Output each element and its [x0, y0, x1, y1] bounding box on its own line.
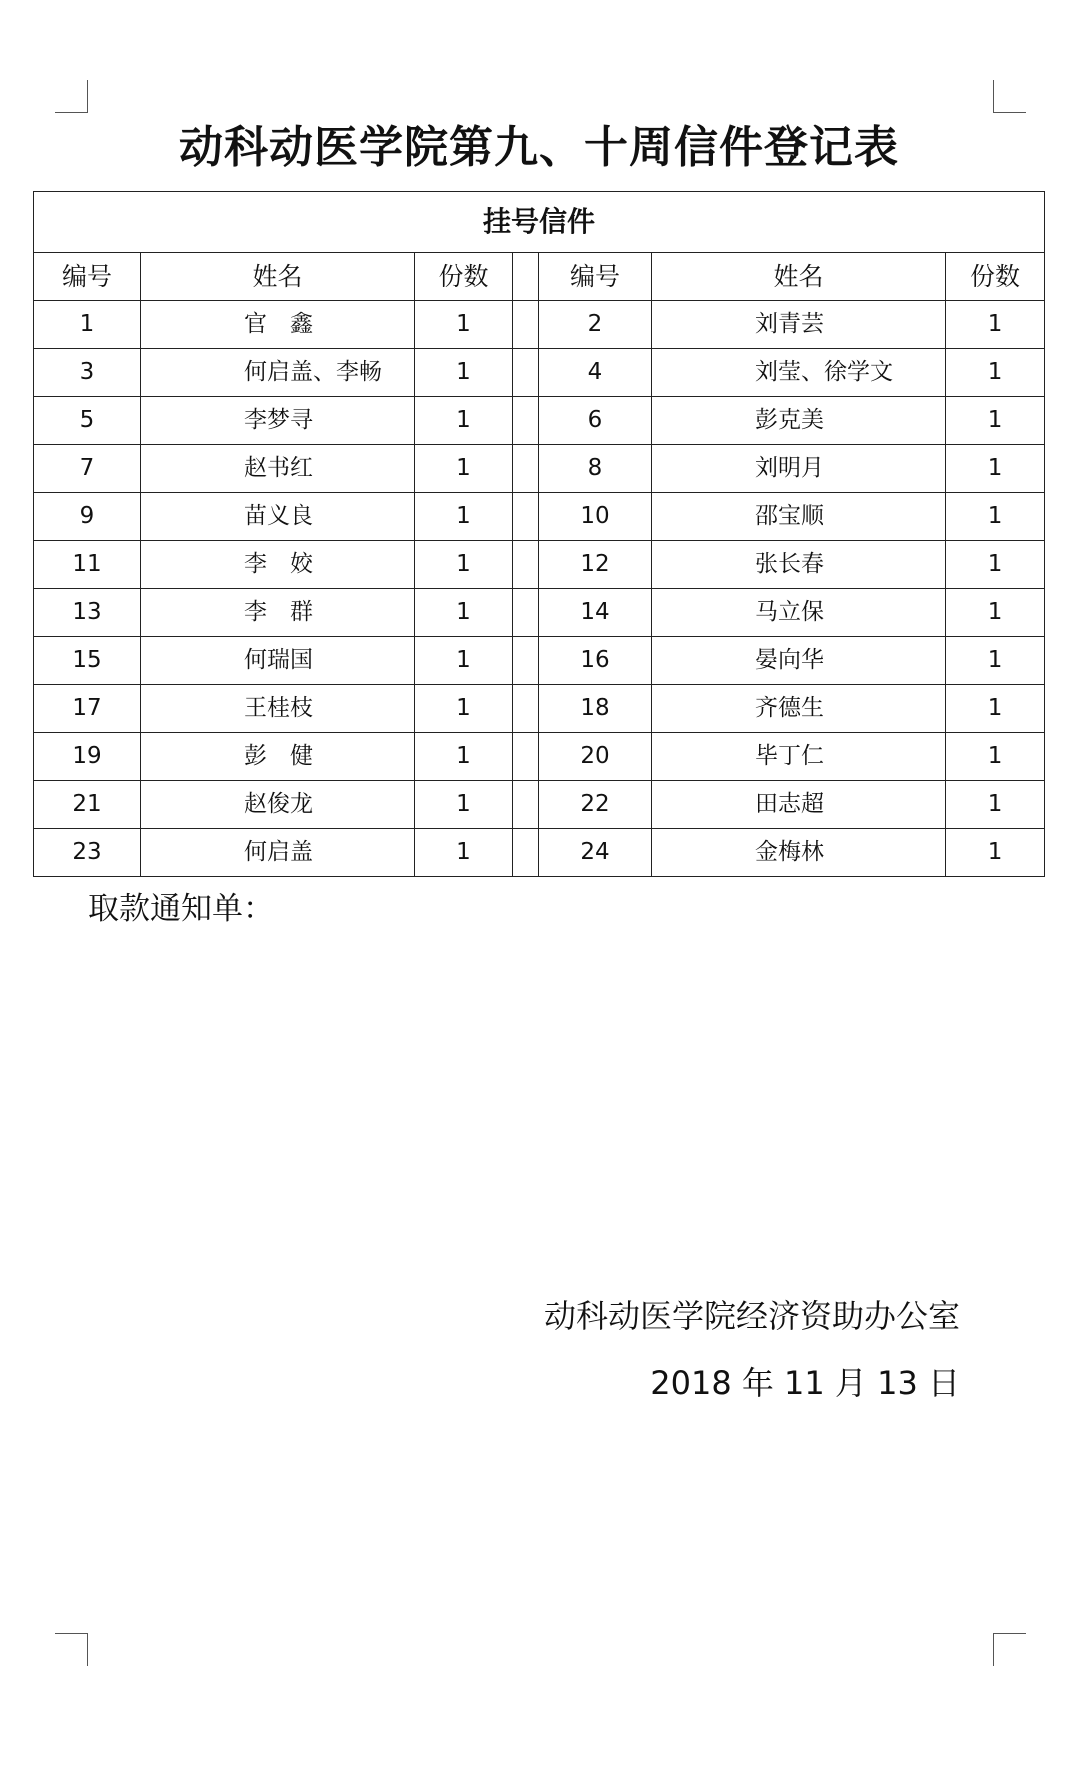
entry-number-right: 20 — [539, 733, 652, 781]
copy-count-left: 1 — [415, 733, 513, 781]
column-spacer — [513, 445, 539, 493]
copy-count-left: 1 — [415, 685, 513, 733]
column-spacer — [513, 589, 539, 637]
entry-number-left: 21 — [34, 781, 141, 829]
table-row — [34, 301, 1045, 349]
copy-count-right: 1 — [946, 829, 1045, 877]
recipient-name-left: 赵书红 — [141, 445, 415, 493]
recipient-name-right: 齐德生 — [652, 685, 946, 733]
entry-number-left: 23 — [34, 829, 141, 877]
entry-number-right: 18 — [539, 685, 652, 733]
section-title: 挂号信件 — [34, 192, 1045, 253]
recipient-name-left: 王桂枝 — [141, 685, 415, 733]
table-row — [34, 541, 1045, 589]
entry-number-right: 8 — [539, 445, 652, 493]
column-spacer — [513, 493, 539, 541]
column-spacer — [513, 397, 539, 445]
issuing-office: 动科动医学院经济资助办公室 — [543, 1297, 960, 1335]
recipient-name-right: 刘莹、徐学文 — [652, 349, 946, 397]
copy-count-left: 1 — [415, 781, 513, 829]
recipient-name-right: 晏向华 — [652, 637, 946, 685]
recipient-name-left: 何瑞国 — [141, 637, 415, 685]
header-number-left: 编号 — [34, 253, 141, 301]
copy-count-right: 1 — [946, 685, 1045, 733]
entry-number-right: 12 — [539, 541, 652, 589]
column-spacer — [513, 781, 539, 829]
recipient-name-right: 田志超 — [652, 781, 946, 829]
recipient-name-right: 刘明月 — [652, 445, 946, 493]
entry-number-right: 10 — [539, 493, 652, 541]
copy-count-right: 1 — [946, 637, 1045, 685]
table-row — [34, 493, 1045, 541]
table-row — [34, 733, 1045, 781]
header-name-left: 姓名 — [141, 253, 415, 301]
column-spacer — [513, 301, 539, 349]
section-header-row — [34, 192, 1045, 253]
entry-number-right: 6 — [539, 397, 652, 445]
copy-count-left: 1 — [415, 349, 513, 397]
recipient-name-right: 刘青芸 — [652, 301, 946, 349]
table-row — [34, 349, 1045, 397]
column-spacer — [513, 829, 539, 877]
copy-count-right: 1 — [946, 541, 1045, 589]
crop-mark-bottom-left — [55, 1633, 88, 1666]
entry-number-left: 3 — [34, 349, 141, 397]
recipient-name-left: 李 群 — [141, 589, 415, 637]
table-row — [34, 829, 1045, 877]
column-spacer — [513, 541, 539, 589]
recipient-name-right: 张长春 — [652, 541, 946, 589]
header-count-left: 份数 — [415, 253, 513, 301]
recipient-name-left: 苗义良 — [141, 493, 415, 541]
header-name-right: 姓名 — [652, 253, 946, 301]
entry-number-right: 16 — [539, 637, 652, 685]
copy-count-right: 1 — [946, 733, 1045, 781]
recipient-name-left: 彭 健 — [141, 733, 415, 781]
copy-count-right: 1 — [946, 397, 1045, 445]
copy-count-right: 1 — [946, 445, 1045, 493]
letter-register-table — [33, 191, 1045, 877]
entry-number-left: 17 — [34, 685, 141, 733]
copy-count-right: 1 — [946, 589, 1045, 637]
column-header-row — [34, 253, 1045, 301]
column-spacer — [513, 349, 539, 397]
entry-number-left: 7 — [34, 445, 141, 493]
issue-date: 2018 年 11 月 13 日 — [650, 1364, 960, 1402]
document-title: 动科动医学院第九、十周信件登记表 — [179, 122, 899, 173]
crop-mark-top-right — [993, 80, 1026, 113]
copy-count-left: 1 — [415, 301, 513, 349]
table-row — [34, 589, 1045, 637]
copy-count-right: 1 — [946, 349, 1045, 397]
copy-count-left: 1 — [415, 637, 513, 685]
entry-number-left: 15 — [34, 637, 141, 685]
copy-count-left: 1 — [415, 541, 513, 589]
copy-count-left: 1 — [415, 589, 513, 637]
recipient-name-right: 金梅林 — [652, 829, 946, 877]
table-row — [34, 781, 1045, 829]
column-spacer — [513, 733, 539, 781]
entry-number-right: 14 — [539, 589, 652, 637]
recipient-name-left: 何启盖、李畅 — [141, 349, 415, 397]
copy-count-right: 1 — [946, 781, 1045, 829]
copy-count-right: 1 — [946, 301, 1045, 349]
entry-number-left: 9 — [34, 493, 141, 541]
entry-number-left: 13 — [34, 589, 141, 637]
table-row — [34, 637, 1045, 685]
copy-count-left: 1 — [415, 829, 513, 877]
recipient-name-left: 官 鑫 — [141, 301, 415, 349]
copy-count-right: 1 — [946, 493, 1045, 541]
entry-number-right: 22 — [539, 781, 652, 829]
column-spacer — [513, 253, 539, 301]
recipient-name-right: 毕丁仁 — [652, 733, 946, 781]
copy-count-left: 1 — [415, 397, 513, 445]
column-spacer — [513, 637, 539, 685]
recipient-name-right: 马立保 — [652, 589, 946, 637]
recipient-name-left: 何启盖 — [141, 829, 415, 877]
recipient-name-right: 邵宝顺 — [652, 493, 946, 541]
entry-number-left: 1 — [34, 301, 141, 349]
entry-number-right: 24 — [539, 829, 652, 877]
recipient-name-left: 赵俊龙 — [141, 781, 415, 829]
table-row — [34, 445, 1045, 493]
crop-mark-top-left — [55, 80, 88, 113]
copy-count-left: 1 — [415, 445, 513, 493]
entry-number-right: 2 — [539, 301, 652, 349]
column-spacer — [513, 685, 539, 733]
entry-number-left: 5 — [34, 397, 141, 445]
header-count-right: 份数 — [946, 253, 1045, 301]
entry-number-left: 19 — [34, 733, 141, 781]
header-number-right: 编号 — [539, 253, 652, 301]
recipient-name-right: 彭克美 — [652, 397, 946, 445]
copy-count-left: 1 — [415, 493, 513, 541]
withdrawal-notice-label: 取款通知单： — [88, 891, 274, 927]
entry-number-right: 4 — [539, 349, 652, 397]
table-row — [34, 397, 1045, 445]
recipient-name-left: 李 姣 — [141, 541, 415, 589]
crop-mark-bottom-right — [993, 1633, 1026, 1666]
entry-number-left: 11 — [34, 541, 141, 589]
recipient-name-left: 李梦寻 — [141, 397, 415, 445]
table-row — [34, 685, 1045, 733]
